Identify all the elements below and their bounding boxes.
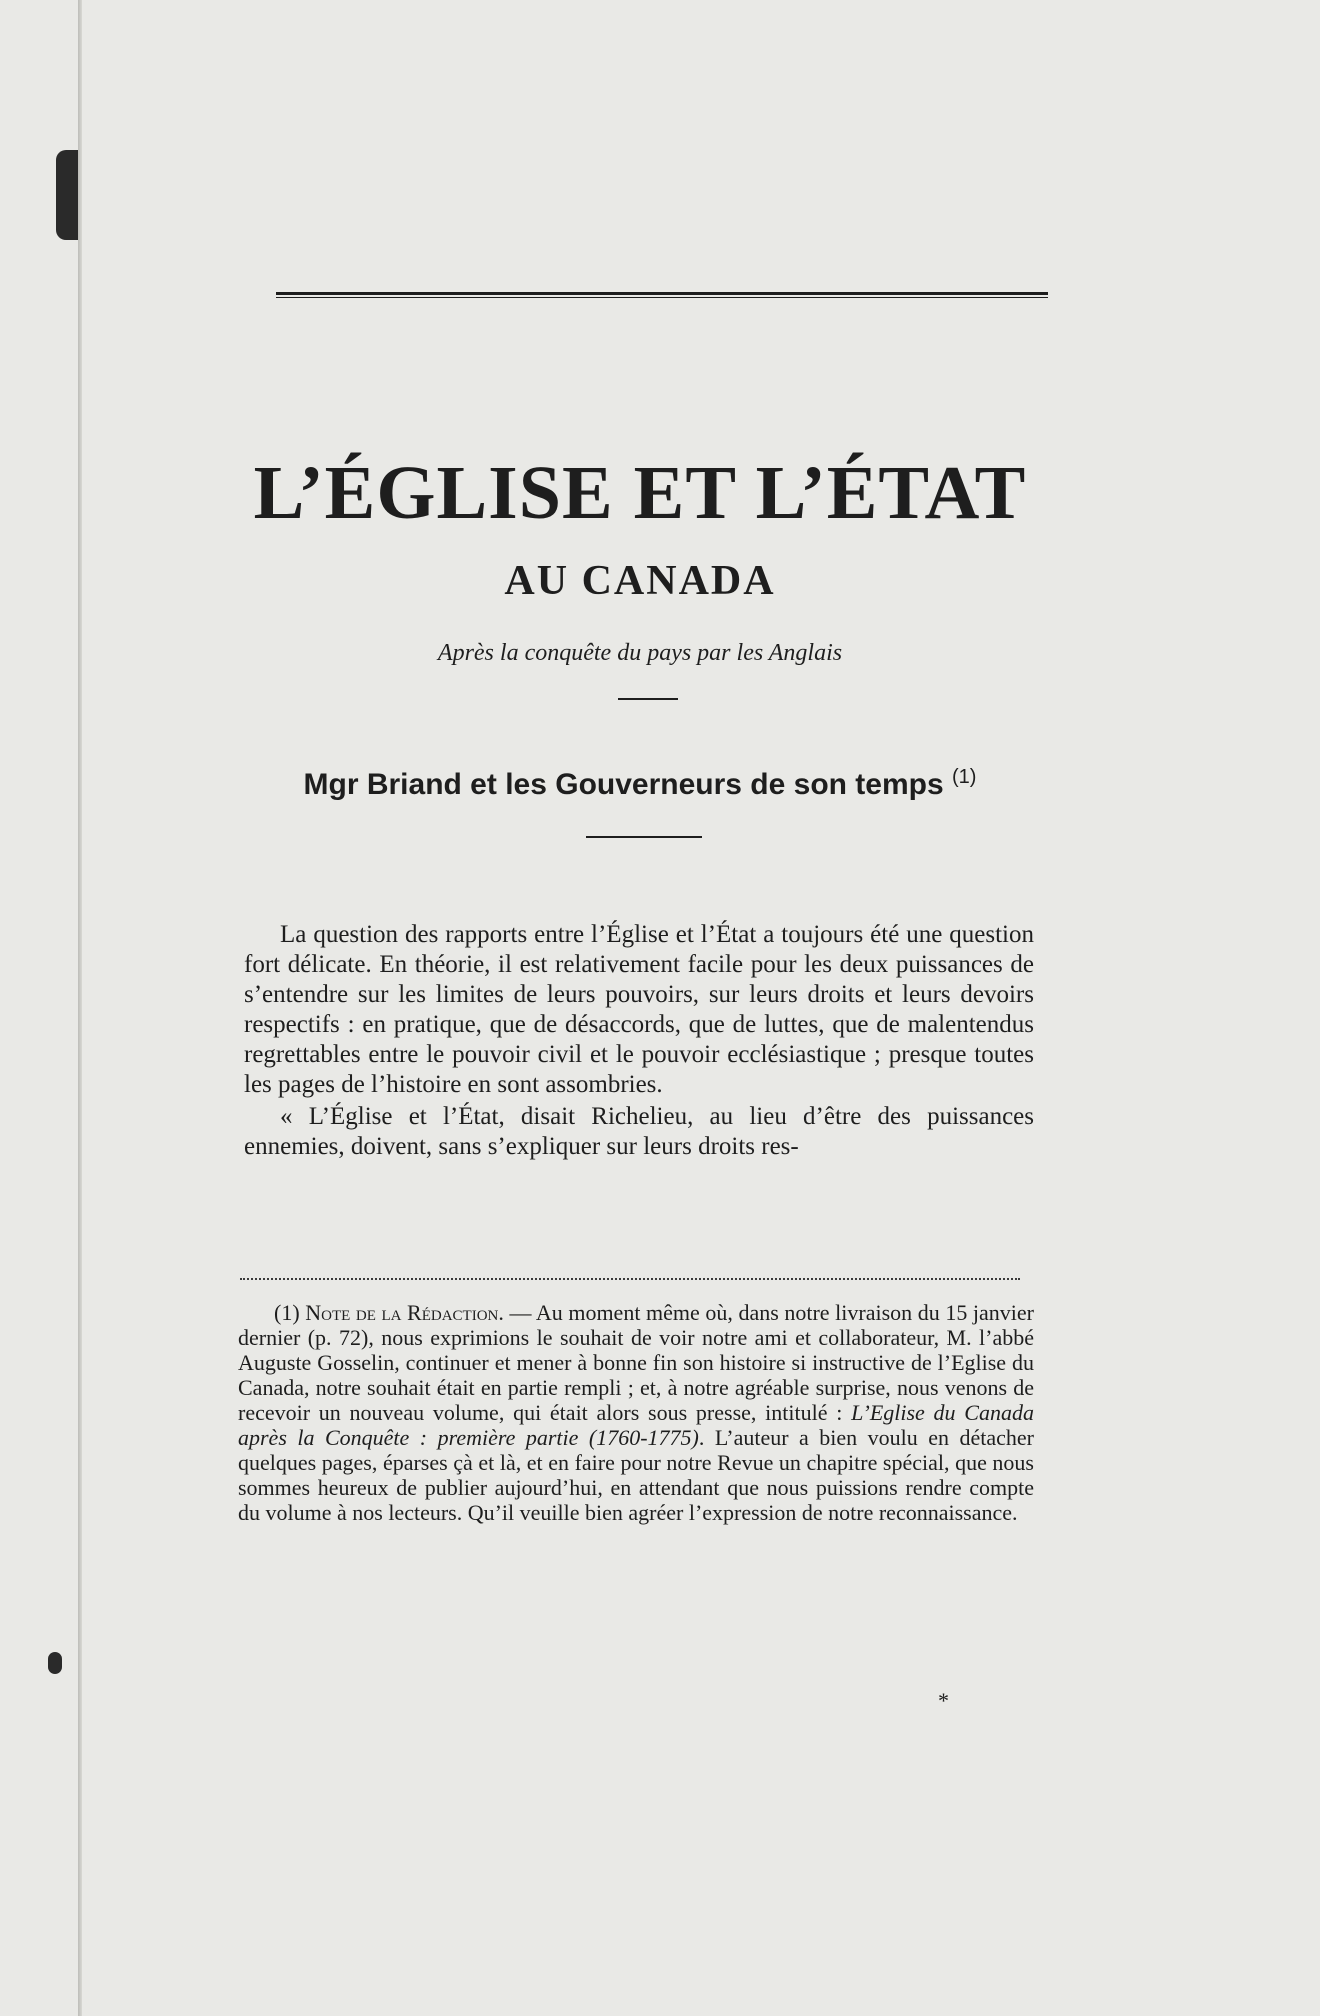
body-text [244, 920, 1034, 1162]
tagline: Après la conquête du pays par les Anglais [437, 640, 843, 666]
page-edge [78, 0, 82, 2016]
section-heading [240, 766, 1040, 802]
footnote-reference: (1) [952, 766, 977, 788]
binding-dot [48, 1652, 62, 1674]
header-rule [276, 292, 1048, 298]
paragraph: La question des rapports entre l’Église et l’État a toujours été une question fort délicate. En théorie, il est relativement facile pour les deux puissances de s’entendre sur les limites de leurs pouvoirs, sur leurs droits et leurs devoirs respectifs : en pratique, que de désaccords, que de luttes, que de malentendus regrettables entre le pouvoir civil et le pouvoir ecclésiastique ; presque toutes les pages de l’histoire en sont assombries. [244, 921, 1034, 1098]
page-subtitle: AU CANADA [504, 558, 776, 604]
footnote-book-title: L’Eglise du Canada après la Conquête : première partie (1760-1775) [238, 1400, 1034, 1450]
footnote-separator [240, 1278, 1020, 1280]
footnote-text: . L’auteur a bien voulu en détacher quelques pages, éparses çà et là, et en faire pour notre Revue un chapitre spécial, que nous sommes heureux de publier aujourd’hui, en attendant que nous puissions rendre compte du volume à nos lecteurs. Qu’il veuille bien agréer l’expression de notre reconnaissance. [238, 1425, 1034, 1525]
divider-rule [586, 836, 702, 838]
paragraph: « L’Église et l’État, disait Richelieu, au lieu d’être des puissances ennemies, doivent, sans s’expliquer sur leurs droits res- [244, 1103, 1034, 1160]
footnote-marker: (1) [274, 1300, 300, 1325]
page-title: L’ÉGLISE ET L’ÉTAT [253, 451, 1027, 535]
divider-rule [618, 698, 678, 700]
section-heading-text: Mgr Briand et les Gouverneurs de son temps [303, 768, 944, 801]
bottom-mark: * [938, 1688, 949, 1713]
footnote [238, 1300, 1034, 1525]
binding-mark [56, 150, 78, 240]
footnote-label: Note de la Rédaction. [305, 1300, 504, 1325]
footnote-text: — Au moment même où, dans notre livraison du 15 janvier dernier (p. 72), nous exprimions le souhait de voir notre ami et collaborateur, M. l’abbé Auguste Gosselin, continuer et mener à bonne fin son histoire si instructive de l’Eglise du Canada, notre souhait était en partie rempli ; et, à notre agréable surprise, nous venons de recevoir un nouveau volume, qui était alors sous presse, intitulé : [238, 1300, 1034, 1425]
